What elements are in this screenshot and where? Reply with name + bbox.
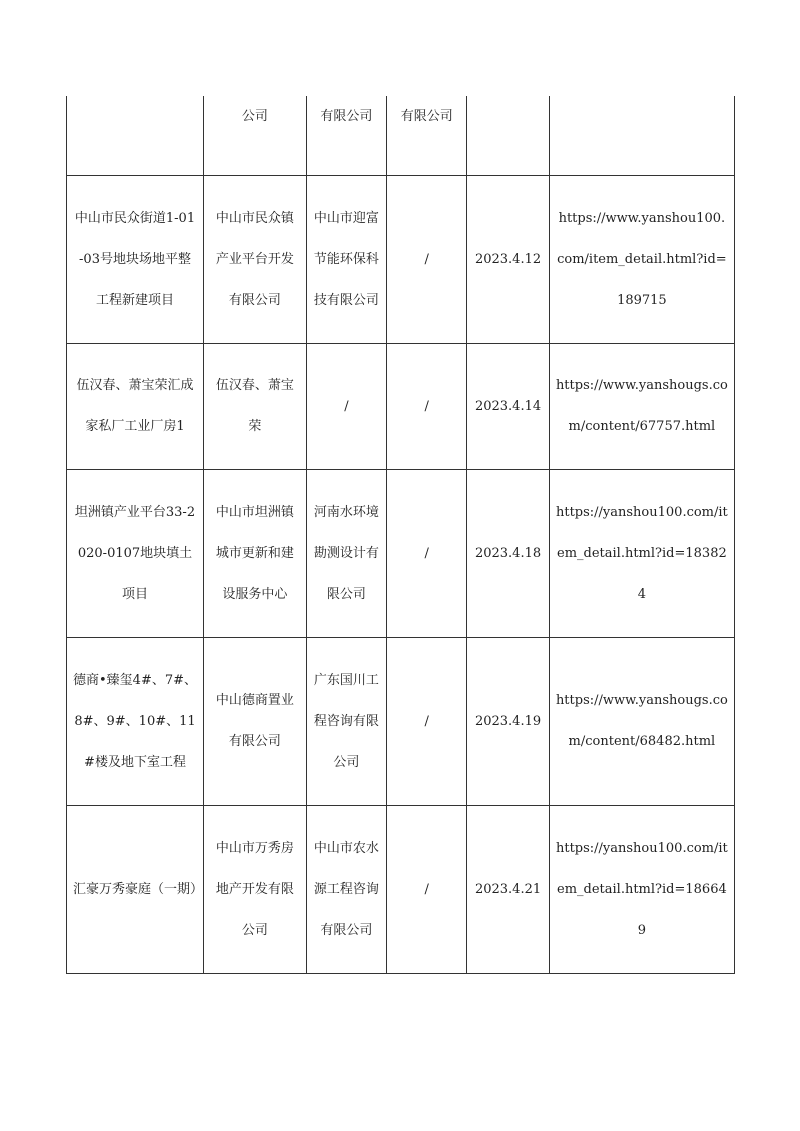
table-row [67, 805, 735, 973]
date-cell: 2023.4.19 [467, 637, 549, 805]
date-cell [467, 96, 549, 175]
project-records-table [66, 96, 735, 974]
survey-unit-cell: 有限公司 [387, 96, 467, 175]
builder-cell: 中山市坦洲镇城市更新和建设服务中心 [204, 469, 307, 637]
project-name-cell [67, 96, 204, 175]
survey-unit-cell: / [387, 175, 467, 343]
table-row [67, 96, 735, 175]
survey-unit-cell: / [387, 469, 467, 637]
date-cell: 2023.4.18 [467, 469, 549, 637]
survey-unit-cell: / [387, 343, 467, 469]
table-row [67, 175, 735, 343]
design-unit-cell: / [306, 343, 386, 469]
date-cell: 2023.4.14 [467, 343, 549, 469]
url-cell: https://yanshou100.com/item_detail.html?id=183824 [549, 469, 734, 637]
date-cell: 2023.4.12 [467, 175, 549, 343]
design-unit-cell: 广东国川工程咨询有限公司 [306, 637, 386, 805]
project-name-cell: 德商•臻玺4#、7#、8#、9#、10#、11#楼及地下室工程 [67, 637, 204, 805]
builder-cell: 伍汉春、萧宝荣 [204, 343, 307, 469]
url-cell: https://yanshou100.com/item_detail.html?id=186649 [549, 805, 734, 973]
table-row [67, 637, 735, 805]
url-cell: https://www.yanshou100.com/item_detail.html?id=189715 [549, 175, 734, 343]
builder-cell: 中山市万秀房地产开发有限公司 [204, 805, 307, 973]
url-cell: https://www.yanshougs.com/content/67757.html [549, 343, 734, 469]
builder-cell: 公司 [204, 96, 307, 175]
project-name-cell: 伍汉春、萧宝荣汇成家私厂工业厂房1 [67, 343, 204, 469]
table-row [67, 343, 735, 469]
date-cell: 2023.4.21 [467, 805, 549, 973]
design-unit-cell: 中山市迎富节能环保科技有限公司 [306, 175, 386, 343]
survey-unit-cell: / [387, 637, 467, 805]
project-name-cell: 坦洲镇产业平台33-2020-0107地块填土项目 [67, 469, 204, 637]
project-name-cell: 汇豪万秀豪庭（一期） [67, 805, 204, 973]
url-cell [549, 96, 734, 175]
survey-unit-cell: / [387, 805, 467, 973]
builder-cell: 中山德商置业有限公司 [204, 637, 307, 805]
design-unit-cell: 河南水环境勘测设计有限公司 [306, 469, 386, 637]
table-row [67, 469, 735, 637]
design-unit-cell: 有限公司 [306, 96, 386, 175]
url-cell: https://www.yanshougs.com/content/68482.html [549, 637, 734, 805]
builder-cell: 中山市民众镇产业平台开发有限公司 [204, 175, 307, 343]
design-unit-cell: 中山市农水源工程咨询有限公司 [306, 805, 386, 973]
project-name-cell: 中山市民众街道1-01-03号地块场地平整工程新建项目 [67, 175, 204, 343]
